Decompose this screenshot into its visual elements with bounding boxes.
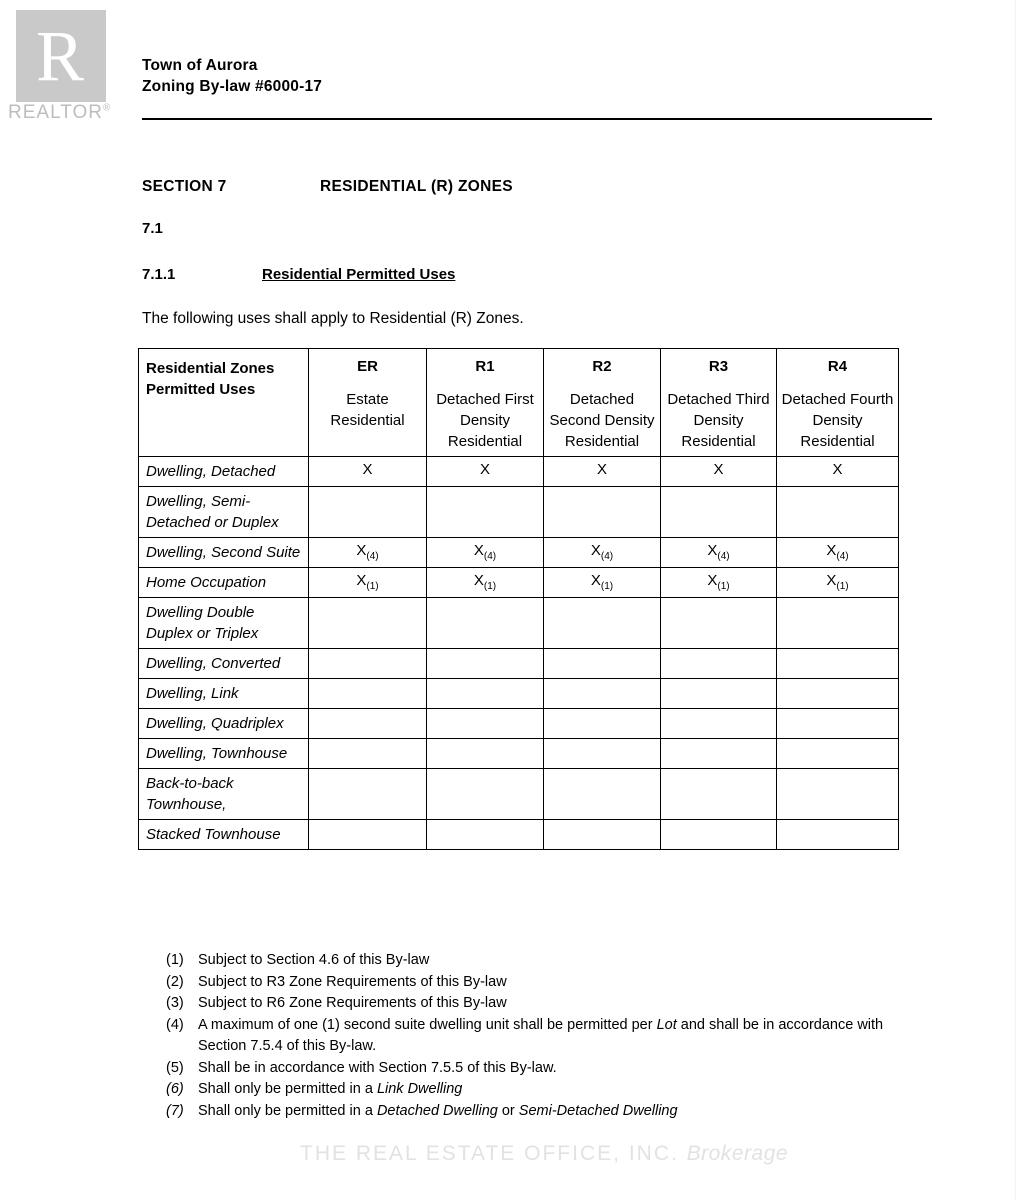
permitted-mark: X — [473, 542, 484, 559]
table-row — [139, 568, 899, 598]
table-header-row — [139, 349, 899, 457]
footnote-item — [166, 993, 926, 1015]
permitted-cell — [661, 709, 777, 739]
table-row — [139, 598, 899, 649]
header-municipality: Town of Aurora — [142, 57, 258, 74]
permitted-cell — [777, 769, 899, 820]
permitted-mark: X — [356, 542, 367, 559]
subsection-number-7-1: 7.1 — [142, 220, 163, 237]
permitted-cell — [661, 820, 777, 850]
footnote-ref: (4) — [836, 551, 849, 562]
permitted-cell — [309, 487, 427, 538]
header-divider — [142, 118, 932, 120]
footnote-item — [166, 1079, 926, 1101]
permitted-cell — [544, 487, 661, 538]
permitted-cell — [427, 598, 544, 649]
footnote-number: (6) — [166, 1081, 184, 1097]
permitted-cell — [544, 649, 661, 679]
permitted-mark: X — [707, 572, 718, 589]
footnote-number: (7) — [166, 1102, 184, 1119]
permitted-cell — [544, 679, 661, 709]
footnote-ref: (1) — [366, 581, 379, 592]
permitted-cell — [427, 568, 544, 598]
table-column-header-r1 — [427, 349, 544, 457]
use-label: Dwelling, Detached — [139, 457, 309, 487]
permitted-cell — [777, 739, 899, 769]
footnote-ref: (1) — [717, 581, 730, 592]
zone-desc-er: Estate Residential — [330, 391, 405, 429]
table-row-header-title: Residential Zones Permitted Uses — [139, 349, 309, 457]
permitted-mark: X — [596, 461, 607, 478]
permitted-mark: X — [832, 461, 843, 478]
permitted-cell — [544, 538, 661, 568]
zone-desc-r4: Detached Fourth Density Residential — [781, 391, 894, 450]
footnote-text: Shall only be permitted in a Link Dwelling — [198, 1081, 463, 1097]
use-label: Dwelling, Converted — [139, 649, 309, 679]
table-row — [139, 679, 899, 709]
table-column-header-er — [309, 349, 427, 457]
realtor-logo — [8, 10, 128, 135]
footnote-ref: (1) — [600, 581, 614, 592]
table-body — [139, 457, 899, 850]
permitted-cell — [427, 649, 544, 679]
document-header — [142, 55, 932, 97]
table-column-header-r4 — [777, 349, 899, 457]
zone-desc-r3: Detached Third Density Residential — [667, 391, 770, 450]
permitted-cell — [777, 649, 899, 679]
permitted-cell — [661, 568, 777, 598]
table-row — [139, 457, 899, 487]
permitted-cell — [427, 820, 544, 850]
permitted-cell — [544, 769, 661, 820]
table-row — [139, 820, 899, 850]
realtor-wordmark — [8, 102, 111, 124]
permitted-cell — [777, 709, 899, 739]
footnote-ref: (1) — [836, 581, 849, 592]
permitted-cell — [309, 649, 427, 679]
zone-code-r4: R4 — [827, 358, 848, 375]
permitted-cell — [427, 709, 544, 739]
permitted-cell — [309, 457, 427, 487]
permitted-cell — [544, 598, 661, 649]
zone-desc-r2: Detached Second Density Residential — [549, 391, 655, 450]
section-number: SECTION 7 — [142, 178, 227, 195]
table-row — [139, 769, 899, 820]
permitted-cell — [777, 679, 899, 709]
permitted-cell — [544, 568, 661, 598]
footnote-text: A maximum of one (1) second suite dwelling unit shall be permitted per Lot and shall be in accordance with Section 7.5.4 of this By-law. — [198, 1016, 884, 1054]
zone-desc-r1: Detached First Density Residential — [436, 391, 534, 450]
permitted-cell — [777, 487, 899, 538]
subsection-heading — [142, 266, 455, 283]
section-title: RESIDENTIAL (R) ZONES — [320, 178, 513, 195]
permitted-mark: X — [356, 572, 367, 589]
permitted-cell — [309, 568, 427, 598]
permitted-cell — [427, 679, 544, 709]
footnote-number: (1) — [166, 952, 184, 968]
permitted-mark: X — [713, 461, 724, 478]
section-heading — [142, 178, 932, 196]
footnote-ref: (1) — [483, 581, 497, 592]
permitted-cell — [661, 739, 777, 769]
subsection-title: Residential Permitted Uses — [262, 266, 456, 283]
permitted-cell — [661, 679, 777, 709]
table-column-header-r3 — [661, 349, 777, 457]
footnote-text: Subject to R6 Zone Requirements of this By-law — [198, 995, 507, 1011]
footnote-number: (4) — [166, 1016, 184, 1033]
table-row — [139, 538, 899, 568]
permitted-cell — [427, 538, 544, 568]
realtor-wordmark-text: REALTOR — [8, 102, 103, 123]
permitted-mark: X — [826, 572, 837, 589]
permitted-cell — [544, 457, 661, 487]
permitted-mark: X — [590, 572, 601, 589]
table-row — [139, 739, 899, 769]
permitted-cell — [777, 598, 899, 649]
footnote-item — [166, 972, 926, 994]
registered-mark: ® — [103, 102, 112, 114]
permitted-mark: X — [362, 461, 373, 478]
footnote-ref: (4) — [600, 551, 614, 562]
permitted-mark: X — [479, 461, 490, 478]
footnote-text: Subject to Section 4.6 of this By-law — [198, 952, 430, 968]
zone-code-r1: R1 — [475, 358, 495, 375]
table-row — [139, 709, 899, 739]
permitted-mark: X — [707, 542, 718, 559]
watermark-line2: Brokerage — [686, 1142, 789, 1165]
footnote-ref: (4) — [366, 551, 379, 562]
permitted-cell — [309, 538, 427, 568]
footnote-number: (2) — [166, 973, 184, 990]
permitted-cell — [777, 538, 899, 568]
footnote-text: Shall only be permitted in a Detached Dwelling or Semi-Detached Dwelling — [198, 1102, 678, 1119]
use-label: Dwelling, Townhouse — [139, 739, 309, 769]
permitted-uses-table — [138, 348, 899, 850]
use-label: Dwelling, Quadriplex — [139, 709, 309, 739]
table-column-header-r2 — [544, 349, 661, 457]
zone-code-r3: R3 — [708, 358, 729, 375]
permitted-cell — [544, 820, 661, 850]
permitted-cell — [309, 739, 427, 769]
zone-code-r2: R2 — [592, 358, 612, 375]
permitted-cell — [661, 769, 777, 820]
permitted-cell — [544, 739, 661, 769]
header-bylaw: Zoning By-law #6000-17 — [142, 78, 323, 95]
intro-paragraph: The following uses shall apply to Residential (R) Zones. — [142, 310, 524, 327]
permitted-cell — [661, 457, 777, 487]
permitted-cell — [661, 598, 777, 649]
footnote-number: (5) — [166, 1059, 184, 1076]
permitted-mark: X — [826, 542, 837, 559]
permitted-cell — [777, 457, 899, 487]
use-label: Dwelling, Link — [139, 679, 309, 709]
permitted-cell — [427, 487, 544, 538]
subsection-number: 7.1.1 — [142, 266, 176, 283]
footnote-item — [166, 1015, 926, 1058]
permitted-mark: X — [590, 542, 601, 559]
use-label: Back-to-back Townhouse, — [139, 769, 309, 820]
footnote-ref: (4) — [483, 551, 497, 562]
permitted-cell — [427, 769, 544, 820]
permitted-cell — [309, 679, 427, 709]
footnote-ref: (4) — [717, 551, 730, 562]
permitted-mark: X — [473, 572, 484, 589]
use-label: Dwelling, Second Suite — [139, 538, 309, 568]
footnote-item — [166, 950, 926, 972]
permitted-cell — [309, 820, 427, 850]
permitted-cell — [309, 769, 427, 820]
permitted-cell — [309, 709, 427, 739]
realtor-logo-block — [16, 10, 106, 102]
permitted-cell — [427, 739, 544, 769]
footnote-number: (3) — [166, 995, 184, 1011]
permitted-cell — [661, 538, 777, 568]
footnote-item — [166, 1058, 926, 1080]
permitted-cell — [309, 598, 427, 649]
permitted-cell — [661, 649, 777, 679]
footnote-text: Subject to R3 Zone Requirements of this By-law — [198, 973, 507, 990]
use-label: Home Occupation — [139, 568, 309, 598]
permitted-cell — [777, 820, 899, 850]
table-row — [139, 487, 899, 538]
footnote-text: Shall be in accordance with Section 7.5.5 of this By-law. — [198, 1059, 557, 1076]
zone-code-er: ER — [357, 358, 378, 375]
permitted-cell — [777, 568, 899, 598]
footnotes-list — [166, 950, 926, 1122]
permitted-cell — [544, 709, 661, 739]
use-label: Dwelling Double Duplex or Triplex — [139, 598, 309, 649]
footnote-item — [166, 1101, 926, 1123]
permitted-cell — [661, 487, 777, 538]
use-label: Stacked Townhouse — [139, 820, 309, 850]
watermark — [300, 1142, 789, 1166]
realtor-logo-letter: R — [36, 16, 83, 96]
permitted-cell — [427, 457, 544, 487]
use-label: Dwelling, Semi-Detached or Duplex — [139, 487, 309, 538]
watermark-line1: THE REAL ESTATE OFFICE, INC. — [300, 1142, 679, 1165]
table-row — [139, 649, 899, 679]
